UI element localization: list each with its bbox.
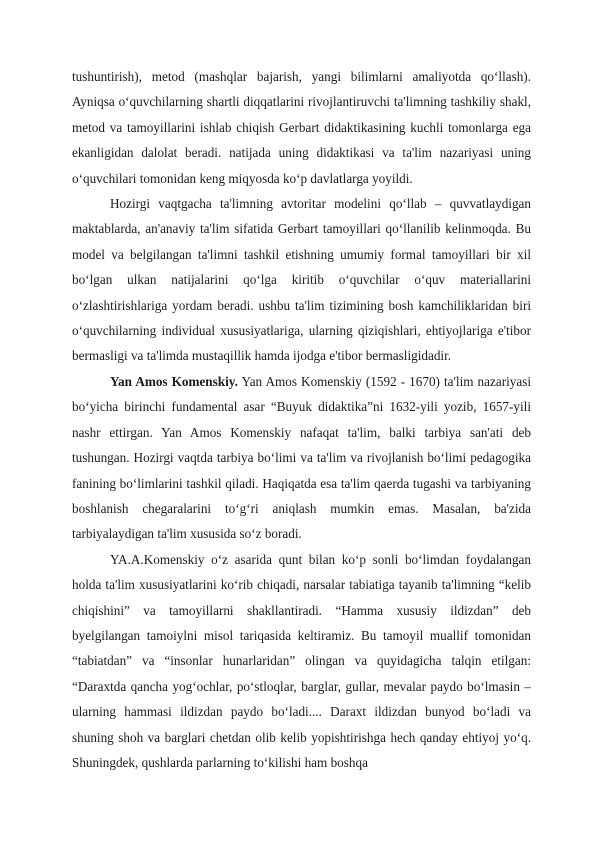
paragraph-3-text: Yan Amos Komenskiy (1592 - 1670) ta'lim nazariyasi bo‘yicha birinchi fundamental asar “Buyuk didaktika”ni 1632-yili yozib, 1657-yili nashr ettirgan. Yan Amos Komenskiy nafaqat ta'lim, balki tarbiya san'ati deb tushungan. Hozirgi vaqtda tarbiya bo‘limi va ta'lim va rivojlanish bo‘limi pedagogika fanining bo‘limlarini tashkil qiladi. Haqiqatda esa ta'lim qaerda tugashi va tarbiyaning boshlanish chegaralarini to‘g‘ri aniqlash mumkin emas. Masalan, ba'zida tarbiyalaydigan ta'lim xususida so‘z boradi.	[72, 373, 531, 542]
section-heading-komenskiy: Yan Amos Komenskiy.	[110, 373, 238, 389]
paragraph-3	[72, 369, 531, 547]
paragraph-2	[72, 191, 531, 369]
paragraph-1-text: tushuntirish), metod (mashqlar bajarish, yangi bilimlarni amaliyotda qo‘llash). Ayniqsa o‘quvchilarning shartli diqqatlarini rivojlantiruvchi ta'limning tashkiliy shakl, metod va tamoyillarini ishlab chiqish Gerbart didaktikasining kuchli tomonlarga ega ekanligidan dalolat beradi. natijada uning didaktikasi va ta'lim nazariyasi uning o‘quvchilari tomonidan keng miqyosda ko‘p davlatlarga yoyildi.	[72, 69, 531, 186]
paragraph-4-text: YA.A.Komenskiy o‘z asarida qunt bilan ko‘p sonli bo‘limdan foydalangan holda ta'lim xususiyatlarini ko‘rib chiqadi, narsalar tabiatiga tayanib ta'limning “kelib chiqishini” va tamoyillarni shakllantiradi. “Hamma xususiy ildizdan” deb byelgilangan tamoiylni misol tariqasida keltiramiz. Bu tamoyil muallif tomonidan “tabiatdan” va “insonlar hunarlaridan” olingan va quyidagicha talqin etilgan: “Daraxtda qancha yog‘ochlar, po‘stloqlar, barglar, gullar, mevalar paydo bo‘lmasin – ularning hammasi ildizdan paydo bo‘ladi.... Daraxt ildizdan bunyod bo‘ladi va shuning shoh va barglari chetdan olib kelib yopishtirishga hech qanday ehtiyoj yo‘q. Shuningdek, qushlarda parlarning to‘kilishi ham boshqa	[72, 551, 531, 770]
paragraph-2-text: Hozirgi vaqtgacha ta'limning avtoritar modelini qo‘llab – quvvatlaydigan maktablarda, an'anaviy ta'lim sifatida Gerbart tamoyillari qo‘llanilib kelinmoqda. Bu model va belgilangan ta'limni tashkil etishning umumiy formal tamoyillari bir xil bo‘lgan ulkan natijalarini qo‘lga kiritib o‘quvchilar o‘quv materiallarini o‘zlashtirishlariga yordam beradi. ushbu ta'lim tizimining bosh kamchiliklaridan biri o‘quvchilarning individual xususiyatlariga, ularning qiziqishlari, ehtiyojlariga e'tibor bermasligi va ta'limda mustaqillik hamda ijodga e'tibor bermasligidadir.	[72, 196, 531, 364]
paragraph-4	[72, 547, 531, 776]
paragraph-1	[72, 64, 531, 191]
document-page	[72, 64, 531, 775]
